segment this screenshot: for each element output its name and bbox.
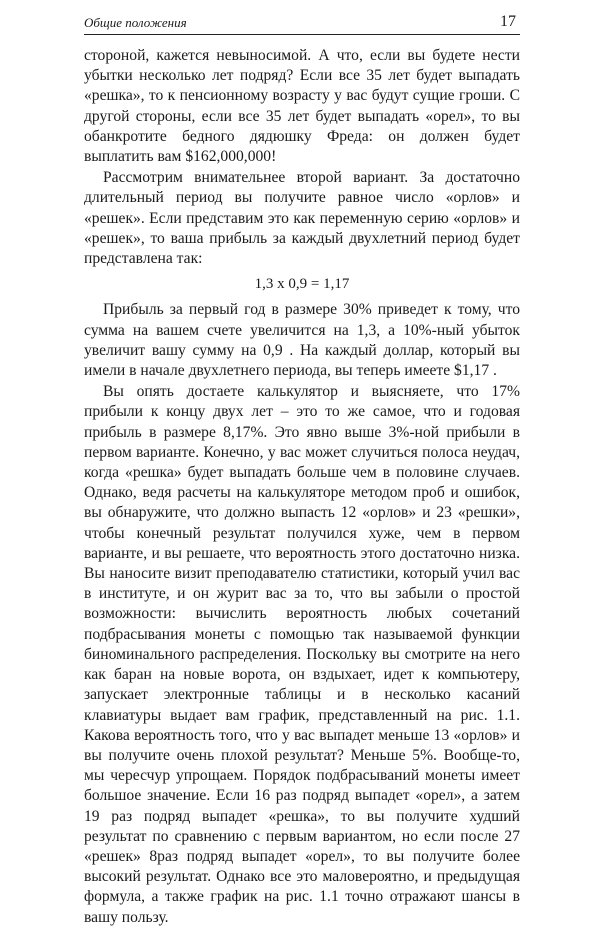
paragraph: Прибыль за первый год в размере 30% приведет к тому, что сумма на вашем счете увеличится на 1,3, а 10%-ный убыток увеличит вашу сумму на 0,9 . На каждый доллар, который вы имели в начале двухлетнего периода, вы теперь имеете $1,17 .	[84, 301, 520, 380]
paragraph-continuation: стороной, кажется невыносимой. А что, если вы будете нести убытки несколько лет подряд? Если все 35 лет будет выпадать «решка», то к пенсионному возрасту у вас будут сущие гроши. С другой стороны, если все 35 лет будет выпадать «орел», то вы обанкротите бедного дядюшку Фреда: он должен будет выплатить вам $162,000,000!	[84, 47, 520, 166]
formula: 1,3 x 0,9 = 1,17	[254, 276, 350, 293]
paragraph: Рассмотрим внимательнее второй вариант. За достаточно длительный период вы получите равное число «орлов» и «решек». Если представим это как переменную серию «орлов» и «решек», то ваша прибыль за каждый двухлетний период будет представлена так:	[84, 169, 520, 268]
running-header	[84, 10, 520, 35]
paragraph: Вы опять достаете калькулятор и выясняете, что 17% прибыли к концу двух лет – это то же самое, что и годовая прибыль в размере 8,17%. Это явно выше 3%-ной прибыли в первом варианте. Конечно, у вас может случиться полоса неудач, когда «решка» будет выпадать больше чем в половине случаев. Однако, ведя расчеты на калькуляторе методом проб и ошибок, вы обнаружите, что должно выпасть 12 «орлов» и 23 «решки», чтобы конечный результат получился хуже, чем в первом варианте, и вы решаете, что вероятность этого достаточно низка. Вы наносите визит преподавателю статистики, который учил вас в институте, и он журит вас за то, что вы забыли о простой возможности: вычислить вероятность любых сочетаний подбрасывания монеты с помощью так называемой функции биноминального распределения. Поскольку вы смотрите на него как баран на новые ворота, он вздыхает, идет к компьютеру, запускает электронные таблицы и в несколько касаний клавиатуры выдает вам график, представленный на рис. 1.1. Какова вероятность того, что у вас выпадет меньше 13 «орлов» и вы получите очень плохой результат? Меньше 5%. Вообще-то, мы чересчур упрощаем. Порядок подбрасываний монеты имеет большое значение. Если 16 раз подряд выпадет «орел», а затем 19 раз подряд выпадет «решка», то вы получите худший результат по сравнению с первым вариантом, но если после 27 «решек» 8раз подряд выпадет «орел», то вы получите более высокий результат. Однако все это маловероятно, и предыдущая формула, а также график на рис. 1.1 точно отражают шансы в вашу пользу.	[84, 383, 520, 926]
body-text	[84, 46, 520, 928]
page-number: 17	[500, 13, 516, 30]
section-title: Общие положения	[84, 15, 187, 30]
